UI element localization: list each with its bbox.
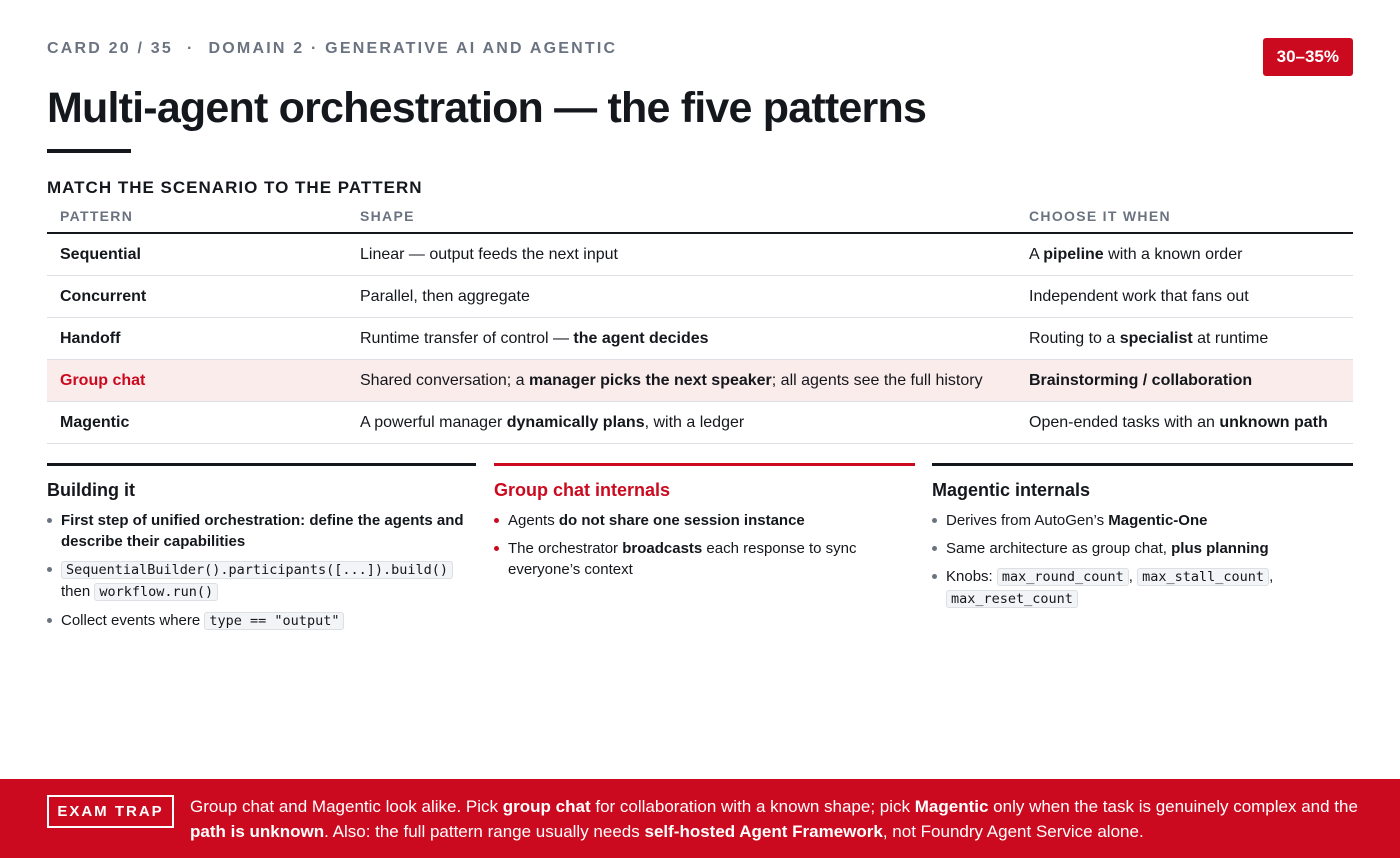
title-underline bbox=[47, 149, 131, 153]
pattern-shape bbox=[347, 372, 1016, 390]
pattern-name: Handoff bbox=[60, 329, 121, 347]
exam-trap-label: EXAM TRAP bbox=[47, 795, 174, 828]
building-item-text: then bbox=[61, 583, 91, 600]
groupchat-list bbox=[494, 510, 915, 580]
groupchat-column bbox=[494, 463, 915, 587]
groupchat-item-text: each response to sync everyone’s context bbox=[508, 540, 857, 578]
shape-text: , with a ledger bbox=[644, 413, 745, 431]
pattern-when bbox=[1016, 288, 1353, 306]
when-text: Open-ended tasks with an bbox=[1029, 413, 1220, 431]
pattern-name: Magentic bbox=[60, 413, 130, 431]
shape-text: A powerful manager bbox=[360, 413, 507, 431]
code-max-round-count: max_round_count bbox=[997, 568, 1129, 586]
building-column bbox=[47, 463, 476, 639]
code-workflow-run: workflow.run() bbox=[94, 583, 218, 601]
table-row bbox=[47, 276, 1353, 318]
groupchat-title: Group chat internals bbox=[494, 480, 671, 500]
kicker-separator: · bbox=[187, 40, 195, 57]
domain-label: DOMAIN 2 · GENERATIVE AI AND AGENTIC bbox=[208, 40, 618, 57]
when-emphasis: unknown path bbox=[1219, 413, 1328, 431]
magentic-title: Magentic internals bbox=[932, 480, 1091, 500]
header-shape: SHAPE bbox=[360, 208, 415, 224]
building-list bbox=[47, 510, 476, 632]
shape-emphasis: manager picks the next speaker bbox=[529, 371, 772, 389]
when-text: Routing to a bbox=[1029, 329, 1120, 347]
pattern-shape bbox=[347, 288, 1016, 306]
code-type-output: type == "output" bbox=[204, 612, 344, 630]
magentic-item-text: Derives from AutoGen’s bbox=[946, 512, 1109, 529]
pattern-when bbox=[1016, 246, 1353, 264]
pattern-name: Concurrent bbox=[60, 287, 147, 305]
pattern-name: Group chat bbox=[60, 371, 146, 389]
shape-text: Shared conversation; a bbox=[360, 371, 529, 389]
groupchat-item-text: The orchestrator bbox=[508, 540, 623, 557]
shape-text: Parallel, then aggregate bbox=[360, 287, 530, 305]
table-header bbox=[47, 200, 1353, 234]
building-item-text: Collect events where bbox=[61, 612, 201, 629]
pattern-shape bbox=[347, 246, 1016, 264]
when-emphasis: pipeline bbox=[1043, 245, 1104, 263]
list-item bbox=[47, 559, 476, 603]
exam-trap-banner bbox=[0, 779, 1400, 858]
weight-badge: 30–35% bbox=[1263, 38, 1353, 76]
header-pattern: PATTERN bbox=[60, 208, 134, 224]
building-item-text: First step of unified orchestration: define the agents and describe their capabilities bbox=[61, 512, 464, 550]
shape-text: Linear — output feeds the next input bbox=[360, 245, 618, 263]
list-item bbox=[494, 510, 915, 531]
building-title: Building it bbox=[47, 480, 135, 500]
pattern-shape bbox=[347, 414, 1016, 432]
shape-emphasis: dynamically plans bbox=[506, 413, 645, 431]
when-text: A bbox=[1029, 245, 1044, 263]
list-item bbox=[47, 610, 476, 632]
table-row bbox=[47, 234, 1353, 276]
magentic-item-emphasis: plus planning bbox=[1171, 540, 1269, 557]
trap-text: , not Foundry Agent Service alone. bbox=[882, 822, 1144, 841]
card-kicker bbox=[47, 40, 617, 58]
code-sequential-builder: SequentialBuilder().participants([...]).build() bbox=[61, 561, 453, 579]
list-item bbox=[932, 566, 1353, 610]
pattern-when bbox=[1016, 414, 1353, 432]
when-text: with a known order bbox=[1103, 245, 1243, 263]
exam-trap-text bbox=[190, 794, 1370, 844]
trap-text: . Also: the full pattern range usually needs bbox=[324, 822, 645, 841]
groupchat-item-emphasis: broadcasts bbox=[622, 540, 703, 557]
code-max-reset-count: max_reset_count bbox=[946, 590, 1078, 608]
list-item bbox=[47, 510, 476, 552]
table-row-highlighted bbox=[47, 360, 1353, 402]
list-item bbox=[932, 538, 1353, 559]
trap-emphasis: Magentic bbox=[914, 797, 989, 816]
list-item bbox=[932, 510, 1353, 531]
magentic-item-text: Same architecture as group chat, bbox=[946, 540, 1172, 557]
pattern-when bbox=[1016, 372, 1353, 390]
pattern-shape bbox=[347, 330, 1016, 348]
pattern-name: Sequential bbox=[60, 245, 141, 263]
groupchat-item-emphasis: do not share one session instance bbox=[558, 512, 805, 529]
table-section-label: MATCH THE SCENARIO TO THE PATTERN bbox=[47, 178, 423, 197]
shape-text: Runtime transfer of control — bbox=[360, 329, 574, 347]
table-row bbox=[47, 402, 1353, 444]
header-choose-when: CHOOSE IT WHEN bbox=[1029, 208, 1171, 224]
code-max-stall-count: max_stall_count bbox=[1137, 568, 1269, 586]
magentic-column bbox=[932, 463, 1353, 617]
when-emphasis: Brainstorming / collaboration bbox=[1029, 371, 1253, 389]
table-row bbox=[47, 318, 1353, 360]
card-number: CARD 20 / 35 bbox=[47, 40, 173, 57]
page-title: Multi-agent orchestration — the five patterns bbox=[47, 84, 927, 132]
trap-emphasis: path is unknown bbox=[190, 822, 325, 841]
list-item bbox=[494, 538, 915, 580]
pattern-when bbox=[1016, 330, 1353, 348]
when-emphasis: specialist bbox=[1119, 329, 1193, 347]
when-text: at runtime bbox=[1192, 329, 1269, 347]
knob-separator: , bbox=[1128, 568, 1133, 585]
magentic-list bbox=[932, 510, 1353, 610]
trap-text: for collaboration with a known shape; pick bbox=[590, 797, 915, 816]
groupchat-item-text: Agents bbox=[508, 512, 559, 529]
magentic-item-emphasis: Magentic-One bbox=[1108, 512, 1208, 529]
knob-separator: , bbox=[1269, 568, 1274, 585]
trap-emphasis: group chat bbox=[502, 797, 591, 816]
shape-emphasis: the agent decides bbox=[573, 329, 709, 347]
trap-text: only when the task is genuinely complex and the bbox=[988, 797, 1358, 816]
knobs-label: Knobs: bbox=[946, 568, 993, 585]
shape-text: ; all agents see the full history bbox=[771, 371, 983, 389]
trap-emphasis: self-hosted Agent Framework bbox=[644, 822, 883, 841]
pattern-table bbox=[47, 200, 1353, 444]
when-text: Independent work that fans out bbox=[1029, 287, 1249, 305]
trap-text: Group chat and Magentic look alike. Pick bbox=[190, 797, 503, 816]
